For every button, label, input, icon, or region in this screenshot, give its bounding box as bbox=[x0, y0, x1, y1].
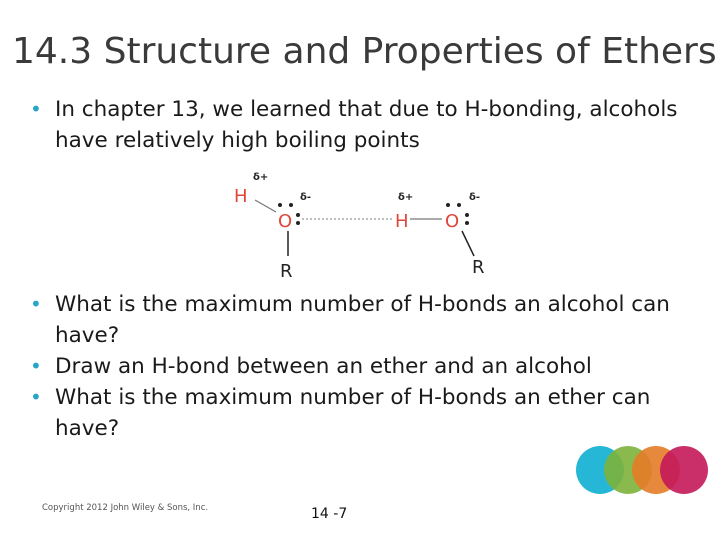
bullet-dot: • bbox=[30, 97, 42, 121]
lone-pair-dot bbox=[465, 221, 469, 225]
lone-pair-dot bbox=[465, 213, 469, 217]
page-number: 14 -7 bbox=[311, 506, 348, 522]
bullet-dot: • bbox=[30, 292, 42, 316]
hydrogen-atom: H bbox=[395, 211, 409, 232]
question-bullets bbox=[30, 289, 700, 444]
oxygen-atom: O bbox=[445, 211, 460, 232]
bullet-text: In chapter 13, we learned that due to H-bonding, alcohols have relatively high boiling points bbox=[55, 97, 678, 153]
bullet-dot: • bbox=[30, 354, 42, 378]
delta-plus-label: δ+ bbox=[253, 172, 269, 183]
delta-minus-label: δ- bbox=[300, 192, 312, 203]
delta-minus-label: δ- bbox=[469, 192, 481, 203]
o-r-bond bbox=[462, 231, 474, 256]
lone-pair-dot bbox=[296, 213, 300, 217]
bullet-text: What is the maximum number of H-bonds an ether can have? bbox=[55, 385, 651, 441]
wiley-circles-logo bbox=[574, 444, 710, 496]
delta-plus-label: δ+ bbox=[398, 192, 414, 203]
hydrogen-atom: H bbox=[234, 186, 248, 207]
bullet-item bbox=[30, 289, 700, 351]
hydrogen-bond-diagram bbox=[200, 160, 520, 285]
intro-bullets bbox=[30, 94, 700, 156]
bullet-text: What is the maximum number of H-bonds an alcohol can have? bbox=[55, 292, 670, 348]
logo-circle-magenta bbox=[660, 446, 708, 494]
copyright-text: Copyright 2012 John Wiley & Sons, Inc. bbox=[42, 503, 209, 513]
bullet-item bbox=[30, 351, 700, 382]
h-o-bond bbox=[255, 200, 276, 212]
bullet-item bbox=[30, 94, 700, 156]
bullet-item bbox=[30, 382, 700, 444]
r-group: R bbox=[280, 261, 293, 282]
lone-pair-dot bbox=[457, 203, 461, 207]
r-group: R bbox=[472, 257, 485, 278]
bullet-dot: • bbox=[30, 385, 42, 409]
oxygen-atom: O bbox=[278, 211, 293, 232]
lone-pair-dot bbox=[289, 203, 293, 207]
slide-title: 14.3 Structure and Properties of Ethers bbox=[12, 31, 717, 72]
lone-pair-dot bbox=[296, 221, 300, 225]
lone-pair-dot bbox=[278, 203, 282, 207]
bullet-text: Draw an H-bond between an ether and an alcohol bbox=[55, 354, 592, 379]
lone-pair-dot bbox=[446, 203, 450, 207]
